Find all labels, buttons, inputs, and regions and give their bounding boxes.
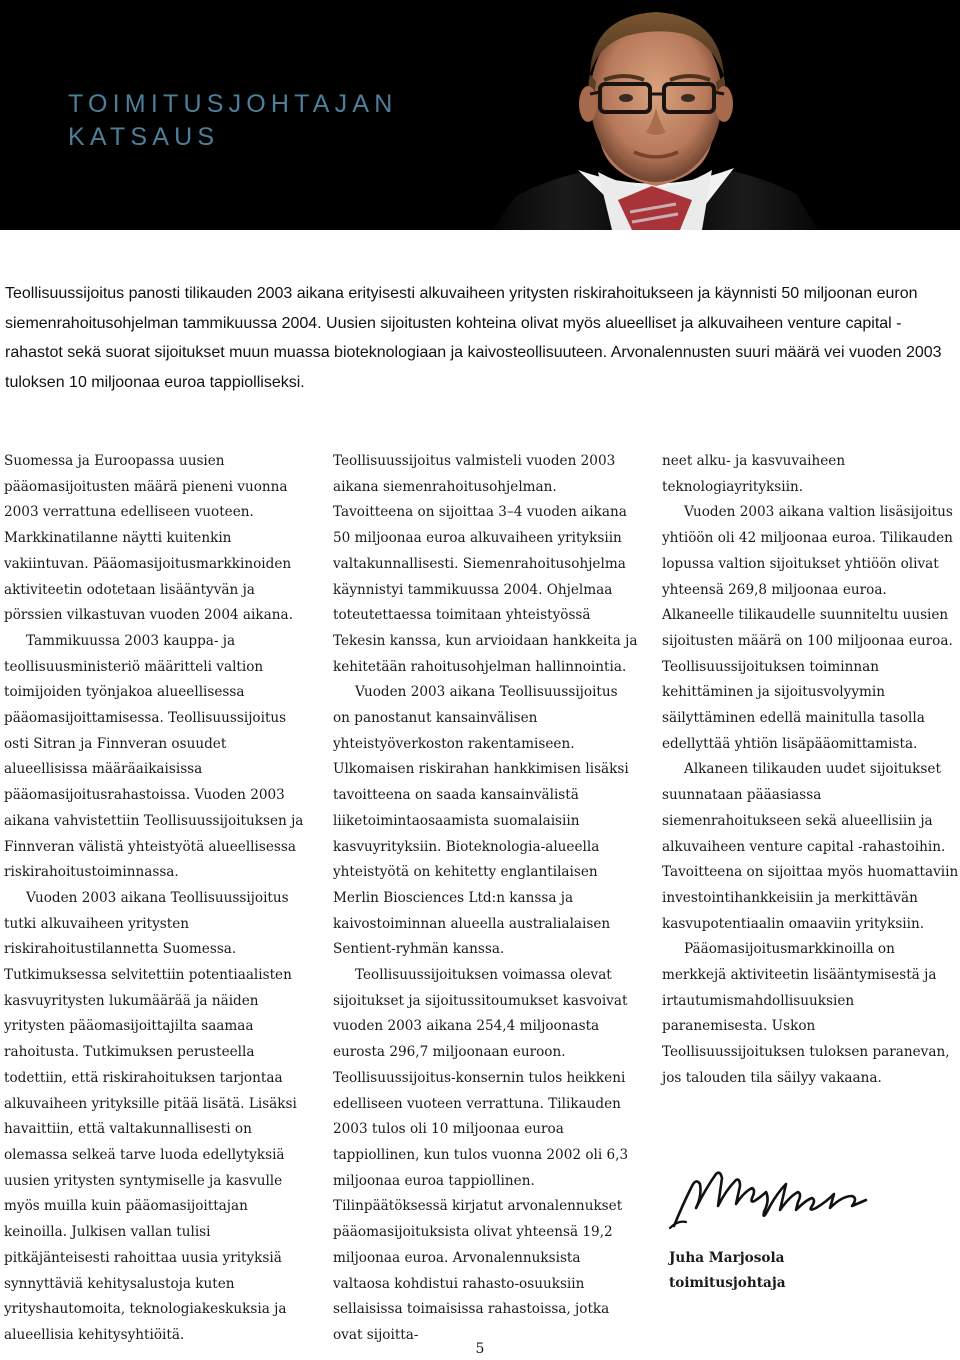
column-paragraph: Vuoden 2003 aikana valtion lisäsijoitus yhtiöön oli 42 miljoonaa euroa. Tilikauden lopussa valtion sijoitukset yhtiöön olivat yhteensä 269,8 miljoonaa euroa. Alkaneelle tilikaudelle suunniteltu uusien sijoitusten määrä on 100 miljoonaa euroa. Teollisuussijoituksen toiminnan kehittäminen ja sijoitusvolyymin säilyttäminen edellä mainitulla tasolla edellyttää yhtiön lisäpääomittamista. [662, 504, 953, 752]
page-number: 5 [475, 1341, 485, 1357]
lead-paragraph: Teollisuussijoitus panosti tilikauden 2003 aikana erityisesti alkuvaiheen yritysten riskirahoitukseen ja käynnisti 50 miljoonan euron siemenrahoitusohjelman tammikuussa 2004. Uusien sijoitusten kohteina olivat myös alueelliset ja alkuvaiheen venture capital -rahastot sekä suorat sijoitukset muun muassa bioteknologiaan ja kaivosteollisuuteen. Arvonalennusten suuri määrä vei vuoden 2003 tuloksen 10 miljoonaa euroa tappiolliseksi. [5, 285, 942, 391]
handwritten-signature [666, 1166, 876, 1232]
signer-name: Juha Marjosola [669, 1250, 785, 1266]
signer-role: toimitusjohtaja [669, 1275, 786, 1291]
column-paragraph: neet alku- ja kasvuvaiheen teknologiayrityksiin. [662, 453, 846, 495]
text-column-2 [333, 449, 638, 1349]
portrait-photo [480, 0, 960, 230]
page-title-line-1: TOIMITUSJOHTAJAN [68, 90, 398, 118]
column-paragraph: Suomessa ja Euroopassa uusien pääomasijoitusten määrä pieneni vuonna 2003 verrattuna edelliseen vuoteen. Markkinatilanne näytti kuitenkin vakiintuvan. Pääomasijoitusmarkkinoiden aktiviteetin odotetaan lisääntyvän ja pörssien vilkastuvan vuoden 2004 aikana. [4, 453, 293, 624]
page-title-line-2: KATSAUS [68, 123, 220, 151]
column-paragraph: Vuoden 2003 aikana Teollisuussijoitus on panostanut kansainvälisen yhteistyöverkoston rakentamiseen. Ulkomaisen riskirahan hankkimisen lisäksi tavoitteena on saada kansainvälistä liiketoimintaosaamista suomalaisiin kasvuyrityksiin. Bioteknologia-alueella yhteistyötä on kehitetty englantilaisen Merlin Biosciences Ltd:n kanssa ja kaivostoiminnan alueella australialaisen Sentient-ryhmän kanssa. [333, 684, 629, 958]
page-title [68, 88, 398, 154]
text-column-3 [662, 449, 960, 1092]
header-band [0, 0, 960, 230]
column-paragraph: Teollisuussijoituksen voimassa olevat sijoitukset ja sijoitussitoumukset kasvoivat vuoden 2003 aikana 254,4 miljoonasta eurosta 296,7 miljoonaan euroon. Teollisuussijoitus-konsernin tulos heikkeni edelliseen vuoteen verrattuna. Tilikauden 2003 tulos oli 10 miljoonaa euroa tappiollinen, kun tulos vuonna 2002 oli 6,3 miljoonaa euroa tappiollinen. Tilinpäätöksessä kirjatut arvonalennukset pääomasijoituksista olivat yhteensä 19,2 miljoonaa euroa. Arvonalennuksista valtaosa kohdistui rahasto-osuuksiin sellaisissa toimaisissa rahastoissa, jotka ovat sijoitta- [333, 967, 629, 1343]
column-paragraph: Teollisuussijoitus valmisteli vuoden 2003 aikana siemenrahoitusohjelman. Tavoitteena on sijoittaa 3–4 vuoden aikana 50 miljoonaa euroa alkuvaiheen yrityksiin valtakunnallisesti. Siemenrahoitusohjelma käynnistyi tammikuussa 2004. Ohjelmaa toteutettaessa toimitaan yhteistyössä Tekesin kanssa, kun arvioidaan hankkeita ja kehitetään rahoitusohjelman hallinnointia. [333, 453, 638, 675]
text-column-1 [4, 449, 304, 1349]
column-paragraph: Vuoden 2003 aikana Teollisuussijoitus tutki alkuvaiheen yritysten riskirahoitustilannetta Suomessa. Tutkimuksessa selvitettiin potentiaalisten kasvuyritysten lukumäärää ja näiden yritysten pääomasijoittajilta saamaa rahoitusta. Tutkimuksen perusteella todettiin, että riskirahoituksen tarjontaa alkuvaiheen yrityksille pitää lisätä. Lisäksi havaittiin, että valtakunnallisesti on olemassa selkeä tarve luoda edellytyksiä uusien yritysten syntymiselle ja kasvulle myös muilla kuin pääomasijoittajan keinoilla. Julkisen vallan tulisi pitkäjänteisesti rahoittaa uusia yrityksiä synnyttäviä kehitysalustoja kuten yrityshautomoita, teknologiakeskuksia ja alueellisia kehitysyhtiöitä. [4, 889, 297, 1343]
column-paragraph: Tammikuussa 2003 kauppa- ja teollisuusministeriö määritteli valtion toimijoiden työnjakoa alueellisessa pääomasijoittamisessa. Teollisuussijoitus osti Sitran ja Finnveran osuudet alueellisissa määräaikaisissa pääomasijoitusrahastoissa. Vuoden 2003 aikana vahvistettiin Teollisuussijoituksen ja Finnveran välistä yhteistyötä alueellisessa riskirahoitustoiminnassa. [4, 632, 304, 881]
column-paragraph: Alkaneen tilikauden uudet sijoitukset suunnataan pääasiassa siemenrahoitukseen sekä alueellisiin ja alkuvaiheen venture capital -rahastoihin. Tavoitteena on sijoittaa myös huomattaviin investointihankkeisiin ja merkittävän kasvupotentiaalin omaaviin yrityksiin. [662, 761, 959, 932]
column-paragraph: Pääomasijoitusmarkkinoilla on merkkejä aktiviteetin lisääntymisestä ja irtautumismahdollisuuksien paranemisesta. Uskon Teollisuussijoituksen tuloksen paranevan, jos talouden tila säilyy vakaana. [662, 941, 950, 1086]
signer-block [669, 1246, 786, 1296]
